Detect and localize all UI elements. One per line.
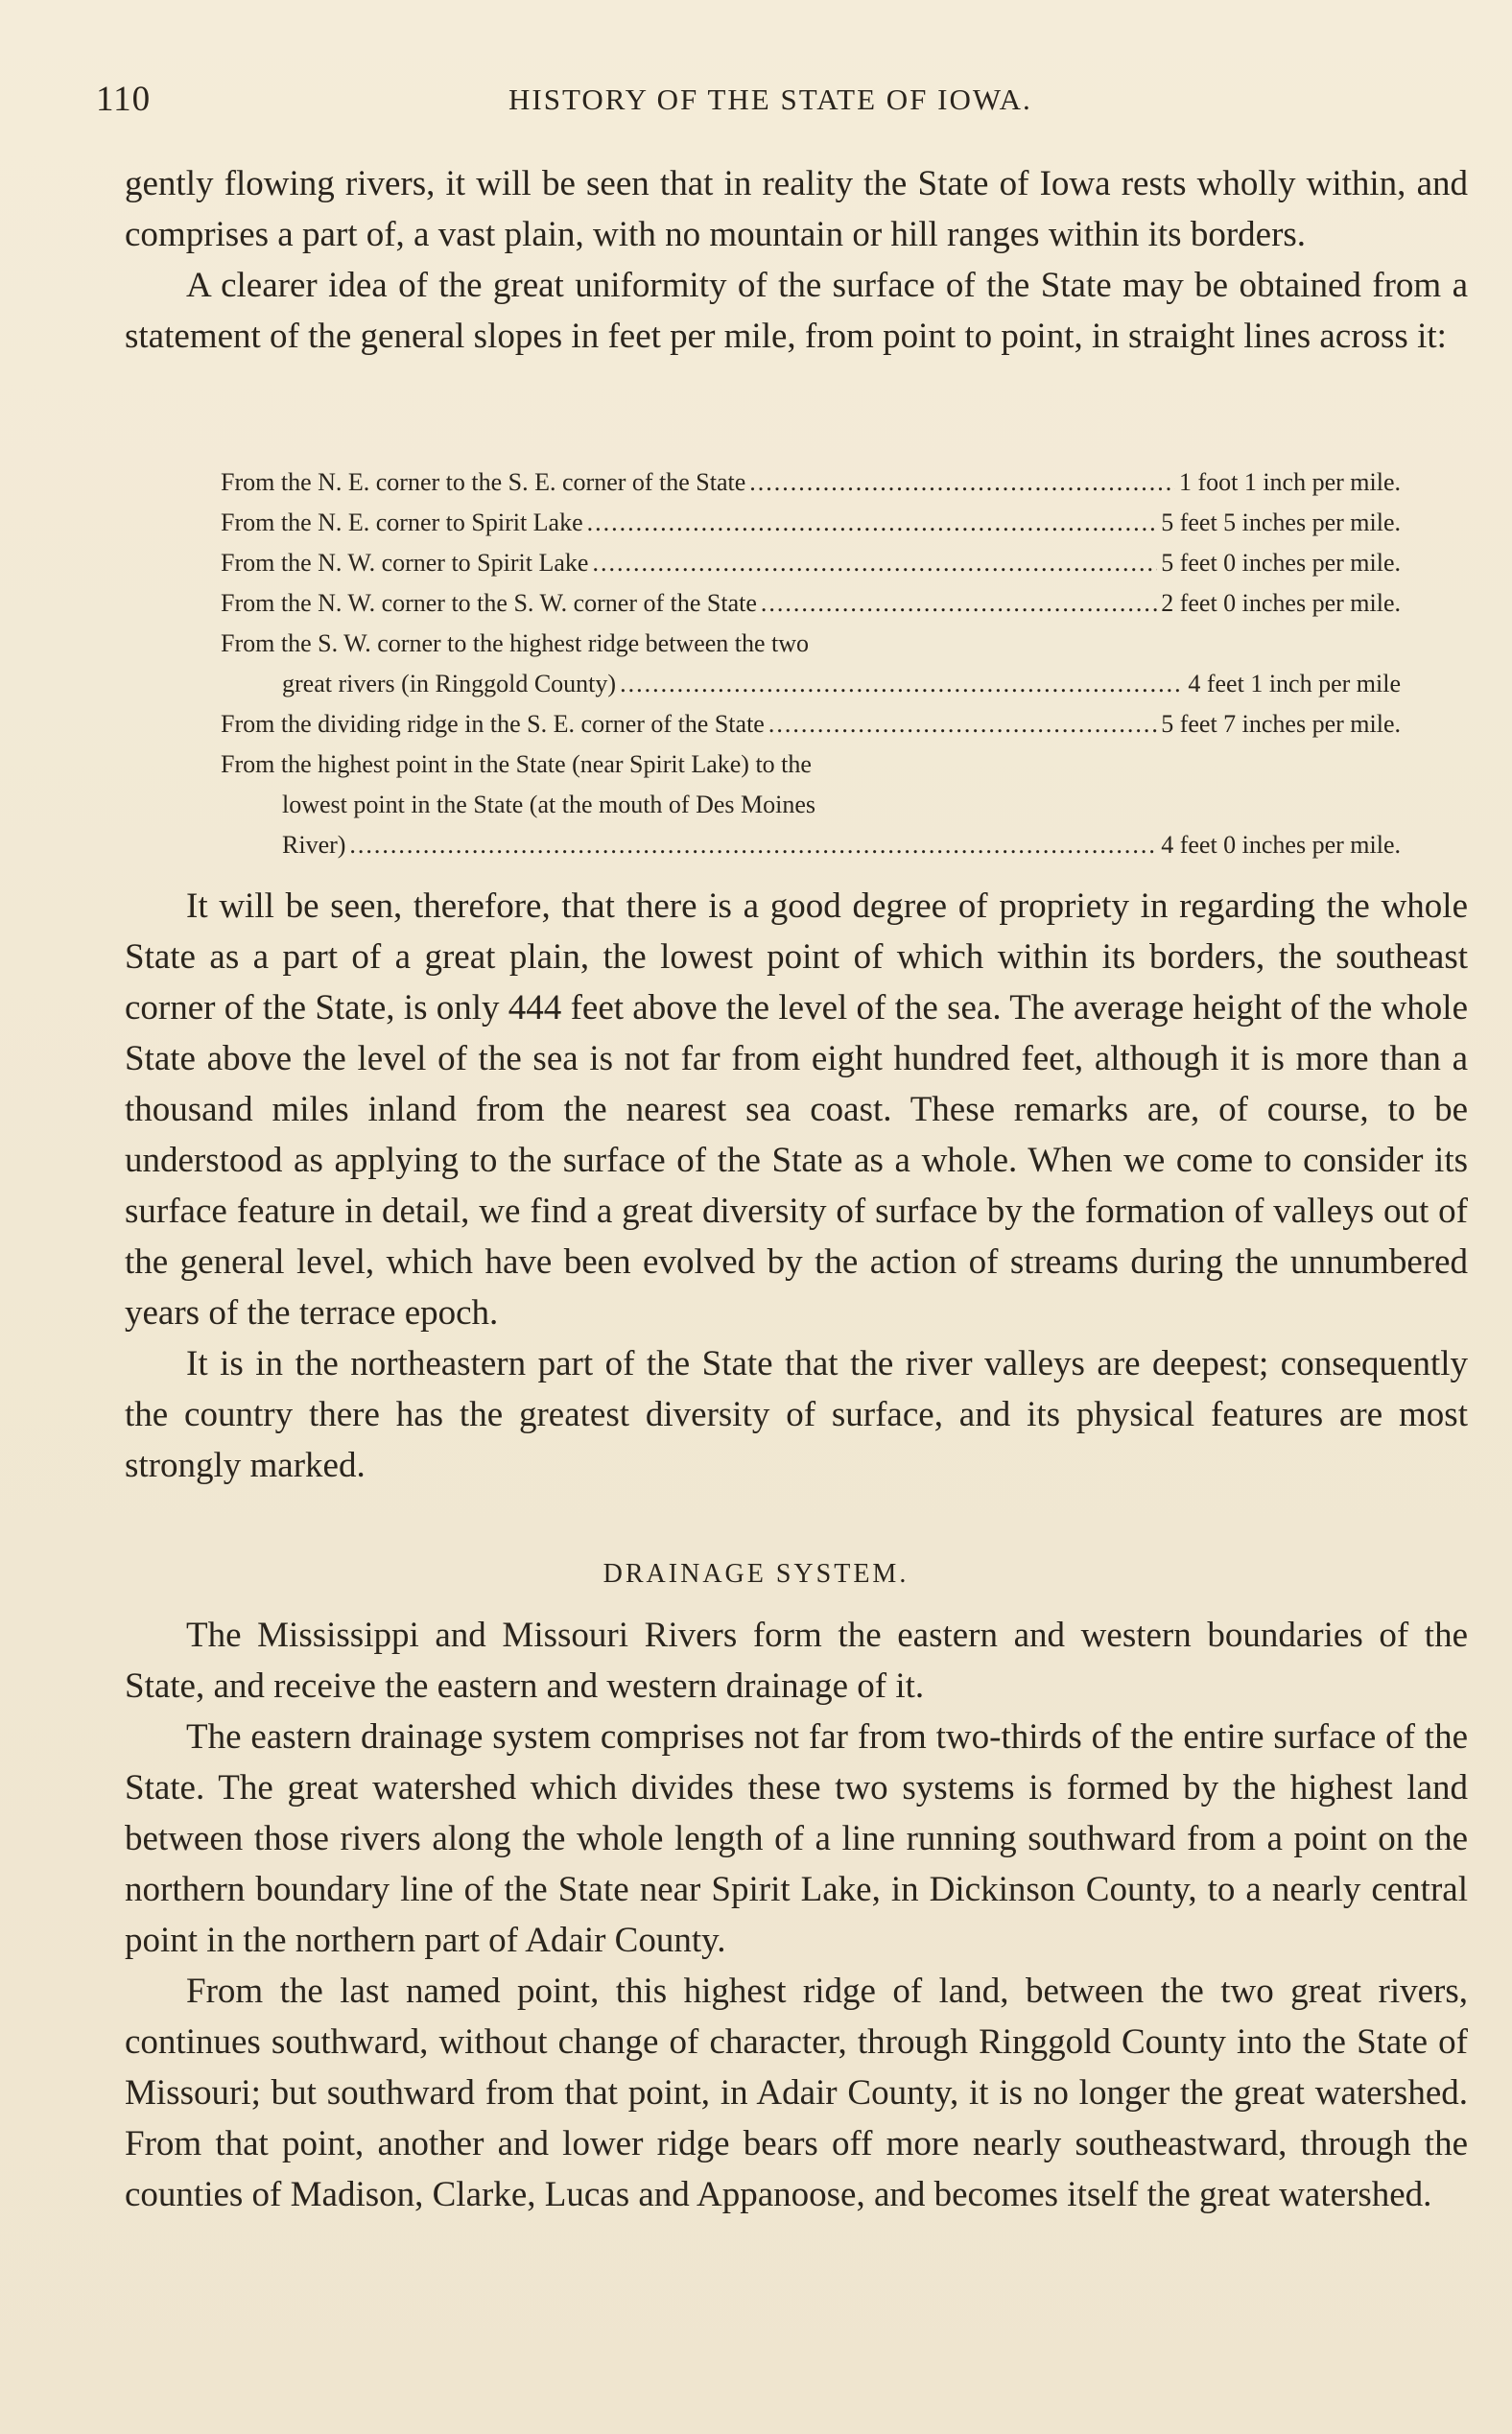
slope-from-line: lowest point in the State (at the mouth of Des Moines: [282, 791, 816, 818]
slope-from-line: From the highest point in the State (near Spirit Lake) to the: [221, 750, 812, 778]
paragraph-great-plain: It will be seen, therefore, that there is a good degree of propriety in regarding the whole State as a part of a great plain, the lowest point of which within its borders, the southeast corner of the State, is only 444 feet above the level of the sea. The average height of the whole State above the level of the sea is not far from eight hundred feet, although it is more than a thousand miles inland from the nearest sea coast. These remarks are, of course, to be understood as applying to the surface of the State as a whole. When we come to consider its surface feature in detail, we find a great diversity of surface by the formation of valleys out of the general level, which have been evolved by the action of streams during the unnumbered years of the terrace epoch.: [125, 886, 1468, 1333]
paragraph-northeastern: It is in the northeastern part of the State that the river valleys are deepest; consequently the country there has the greatest diversity of surface, and its physical features are most strongly marked.: [125, 1344, 1468, 1485]
page-header: [96, 79, 1468, 127]
slopes-list: [221, 462, 1401, 865]
paragraph-slopes-intro: A clearer idea of the great uniformity of the surface of the State may be obtained from a statement of the general slopes in feet per mile, from point to point, in straight lines across it:: [125, 266, 1468, 356]
slope-row: [221, 503, 1401, 543]
slope-value: 2 feet 0 inches per mile.: [1161, 589, 1401, 617]
paragraph-eastern-drainage: The eastern drainage system comprises not far from two-thirds of the entire surface of the State. The great watershed which divides these two systems is formed by the highest land between those rivers along the whole length of a line running southward from a point on the northern boundary line of the State near Spirit Lake, in Dickinson County, to a nearly central point in the northern part of Adair County.: [125, 1717, 1468, 1960]
slope-from: River): [282, 831, 346, 859]
slope-from: From the N. E. corner to Spirit Lake: [221, 508, 583, 536]
slope-row: [221, 664, 1401, 704]
text-block-bottom: [125, 1610, 1468, 2220]
section-heading: DRAINAGE SYSTEM.: [602, 1559, 910, 1589]
slope-from: From the N. W. corner to the S. W. corner of the State: [221, 589, 757, 617]
slope-row: [221, 462, 1401, 503]
paragraph-watershed: From the last named point, this highest ridge of land, between the two great rivers, continues southward, without change of character, through Ringgold County into the State of Missouri; but southward from that point, in Adair County, it is no longer the great watershed. From that point, another and lower ridge bears off more nearly southeastward, through the counties of Madison, Clarke, Lucas and Appanoose, and becomes itself the great watershed.: [125, 1972, 1468, 2214]
dot-leader: [749, 462, 1175, 503]
slope-row: [221, 825, 1401, 865]
slope-value: 5 feet 5 inches per mile.: [1161, 508, 1401, 536]
slope-from-line: From the S. W. corner to the highest ridge between the two: [221, 629, 810, 657]
page-number: 110: [96, 80, 152, 119]
slope-row: [221, 704, 1401, 744]
slope-value: 4 feet 0 inches per mile.: [1161, 831, 1401, 859]
text-block-top: [125, 158, 1468, 362]
dot-leader: [592, 543, 1157, 583]
slope-value: 4 feet 1 inch per mile: [1188, 670, 1401, 697]
slope-value: 5 feet 0 inches per mile.: [1161, 549, 1401, 577]
slope-row: [221, 583, 1401, 624]
running-head: HISTORY OF THE STATE OF IOWA.: [508, 83, 1032, 116]
text-block-middle: [125, 881, 1468, 1491]
dot-leader: [761, 583, 1157, 624]
dot-leader: [587, 503, 1158, 543]
dot-leader: [620, 664, 1184, 704]
slope-from: great rivers (in Ringgold County): [282, 670, 617, 697]
paragraph-continuation: gently flowing rivers, it will be seen that in reality the State of Iowa rests wholly within, and comprises a part of, a vast plain, with no mountain or hill ranges within its borders.: [125, 164, 1468, 254]
dot-leader: [349, 825, 1157, 865]
slope-value: 5 feet 7 inches per mile.: [1161, 710, 1401, 738]
paragraph-boundaries: The Mississippi and Missouri Rivers form the eastern and western boundaries of the State, and receive the eastern and western drainage of it.: [125, 1616, 1468, 1706]
dot-leader: [768, 704, 1157, 744]
slope-from: From the N. W. corner to Spirit Lake: [221, 549, 589, 577]
slope-from: From the dividing ridge in the S. E. corner of the State: [221, 710, 765, 738]
slope-row: [221, 543, 1401, 583]
slope-value: 1 foot 1 inch per mile.: [1178, 468, 1401, 496]
slope-from: From the N. E. corner to the S. E. corner of the State: [221, 468, 746, 496]
